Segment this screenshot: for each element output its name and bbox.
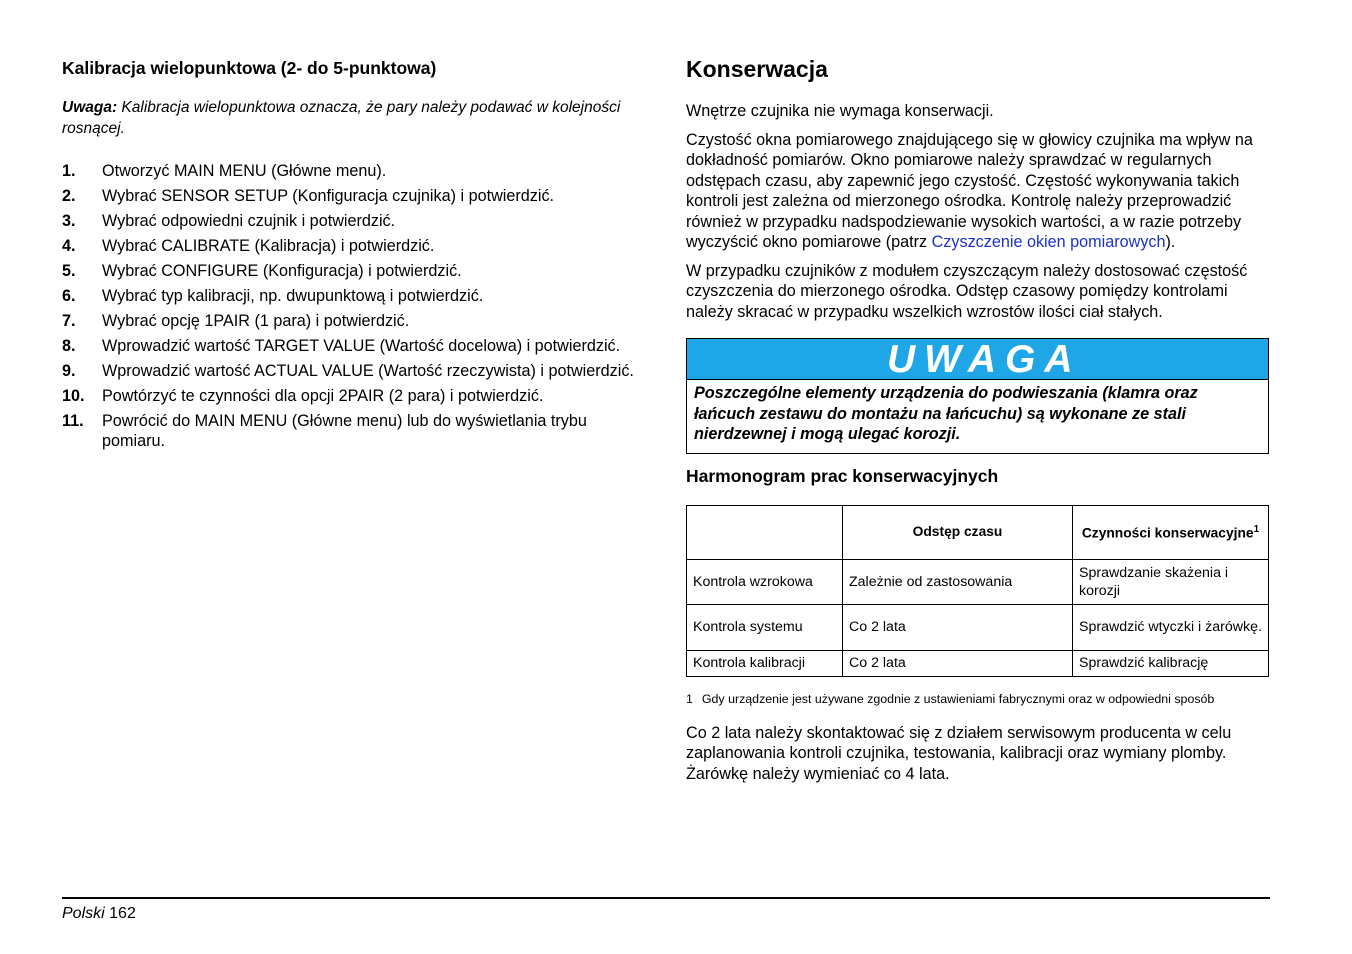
list-item <box>62 386 637 406</box>
footer-language: Polski <box>62 905 105 922</box>
step-text: Wprowadzić wartość ACTUAL VALUE (Wartość rzeczywista) i potwierdzić. <box>102 362 634 380</box>
footnote-ref: 1 <box>1253 524 1260 536</box>
warning-title: UWAGA <box>687 339 1268 380</box>
table-cell: Kontrola systemu <box>687 604 843 650</box>
page-footer <box>62 905 136 923</box>
paragraph-cleaning-module: W przypadku czujników z modułem czyszczącym należy dostosować częstość czyszczenia do mierzonego ośrodka. Odstęp czasowy pomiędzy kontrolami należy skracać w przypadku wszelkich wzrostów ilości ciał stałych. <box>686 261 1248 321</box>
step-number: 4. <box>62 237 76 255</box>
footnote-number: 1 <box>686 691 693 706</box>
step-text: Wybrać odpowiedni czujnik i potwierdzić. <box>102 212 396 230</box>
step-number: 2. <box>62 187 76 205</box>
step-text: Powrócić do MAIN MENU (Główne menu) lub do wyświetlania trybu pomiaru. <box>102 412 587 450</box>
step-text: Wybrać typ kalibracji, np. dwupunktową i potwierdzić. <box>102 287 484 305</box>
paragraph-interior: Wnętrze czujnika nie wymaga konserwacji. <box>686 102 994 120</box>
step-text: Otworzyć MAIN MENU (Główne menu). <box>102 162 387 180</box>
note <box>62 97 637 139</box>
step-text: Wybrać SENSOR SETUP (Konfiguracja czujnika) i potwierdzić. <box>102 187 555 205</box>
steps-list <box>62 161 637 451</box>
table-row <box>687 604 1269 650</box>
footnote <box>686 692 1269 706</box>
paragraph-text: Czystość okna pomiarowego znajdującego się w głowicy czujnika ma wpływ na dokładność pomiarów. Okno pomiarowe należy sprawdzać w regularnych odstępach czasu, aby zapewnić jego czystość. Częstość wykonywania takich kontroli jest zależna od mierzonego ośrodka. Kontrolę należy przeprowadzić również w przypadku nadspodziewanie wysokich wartości, a w razie potrzeby wyczyścić okno pomiarowe (patrz <box>686 130 1253 251</box>
step-text: Powtórzyć te czynności dla opcji 2PAIR (2 para) i potwierdzić. <box>102 387 544 405</box>
column-header-task <box>1073 505 1269 559</box>
table-header-row <box>687 505 1269 559</box>
list-item <box>62 186 637 206</box>
warning-text: Poszczególne elementy urządzenia do podwieszania (klamra oraz łańcuch zestawu do montażu na łańcuchu) są wykonane ze stali nierdzewnej i mogą ulegać korozji. <box>694 384 1198 443</box>
step-number: 11. <box>62 412 84 430</box>
step-text: Wybrać CALIBRATE (Kalibracja) i potwierdzić. <box>102 237 435 255</box>
cleaning-windows-link[interactable]: Czyszczenie okien pomiarowych <box>931 233 1166 251</box>
column-header-task-text: Czynności konserwacyjne <box>1081 525 1254 541</box>
table-cell: Zależnie od zastosowania <box>843 559 1073 604</box>
table-cell: Sprawdzić wtyczki i żarówkę. <box>1073 604 1269 650</box>
footnote-text: Gdy urządzenie jest używane zgodnie z ustawieniami fabrycznymi oraz w odpowiedni sposób <box>701 691 1215 706</box>
table-cell: Co 2 lata <box>843 604 1073 650</box>
step-number: 1. <box>62 162 76 180</box>
table-cell: Kontrola wzrokowa <box>687 559 843 604</box>
section-heading-multipoint-calibration: Kalibracja wielopunktowa (2- do 5-punktowa) <box>62 58 437 78</box>
table-cell: Sprawdzanie skażenia i korozji <box>1073 559 1269 604</box>
table-cell: Sprawdzić kalibrację <box>1073 650 1269 676</box>
step-number: 3. <box>62 212 76 230</box>
page-number: 162 <box>109 905 136 922</box>
step-number: 6. <box>62 287 76 305</box>
column-header <box>687 505 843 559</box>
list-item <box>62 336 637 356</box>
paragraph-end: ). <box>1165 233 1176 251</box>
table-cell: Kontrola kalibracji <box>687 650 843 676</box>
step-number: 5. <box>62 262 76 280</box>
schedule-heading: Harmonogram prac konserwacyjnych <box>686 465 999 486</box>
footer-divider <box>62 897 1270 899</box>
table-cell: Co 2 lata <box>843 650 1073 676</box>
step-number: 10. <box>62 387 85 405</box>
step-text: Wprowadzić wartość TARGET VALUE (Wartość docelowa) i potwierdzić. <box>102 337 621 355</box>
list-item <box>62 361 637 381</box>
right-column <box>686 56 1269 784</box>
step-text: Wybrać opcję 1PAIR (1 para) i potwierdzić. <box>102 312 410 330</box>
note-text: Kalibracja wielopunktowa oznacza, że pary należy podawać w kolejności rosnącej. <box>62 99 621 137</box>
paragraph-service: Co 2 lata należy skontaktować się z działem serwisowym producenta w celu zaplanowania kontroli czujnika, testowania, kalibracji oraz wymiany plomby. Żarówkę należy wymieniać co 4 lata. <box>686 723 1232 783</box>
step-number: 7. <box>62 312 76 330</box>
step-number: 9. <box>62 362 76 380</box>
step-text: Wybrać CONFIGURE (Konfiguracja) i potwierdzić. <box>102 262 462 280</box>
list-item <box>62 236 637 256</box>
warning-box <box>686 338 1269 454</box>
left-column <box>62 58 637 456</box>
list-item <box>62 311 637 331</box>
list-item <box>62 261 637 281</box>
table-row <box>687 559 1269 604</box>
table-row <box>687 650 1269 676</box>
section-title-maintenance: Konserwacja <box>686 56 828 82</box>
list-item <box>62 161 637 181</box>
list-item <box>62 411 637 451</box>
maintenance-schedule-table <box>686 505 1269 677</box>
step-number: 8. <box>62 337 76 355</box>
list-item <box>62 211 637 231</box>
list-item <box>62 286 637 306</box>
column-header-interval: Odstęp czasu <box>843 505 1073 559</box>
paragraph-window-cleanliness <box>686 130 1269 253</box>
note-label: Uwaga: <box>62 99 118 116</box>
